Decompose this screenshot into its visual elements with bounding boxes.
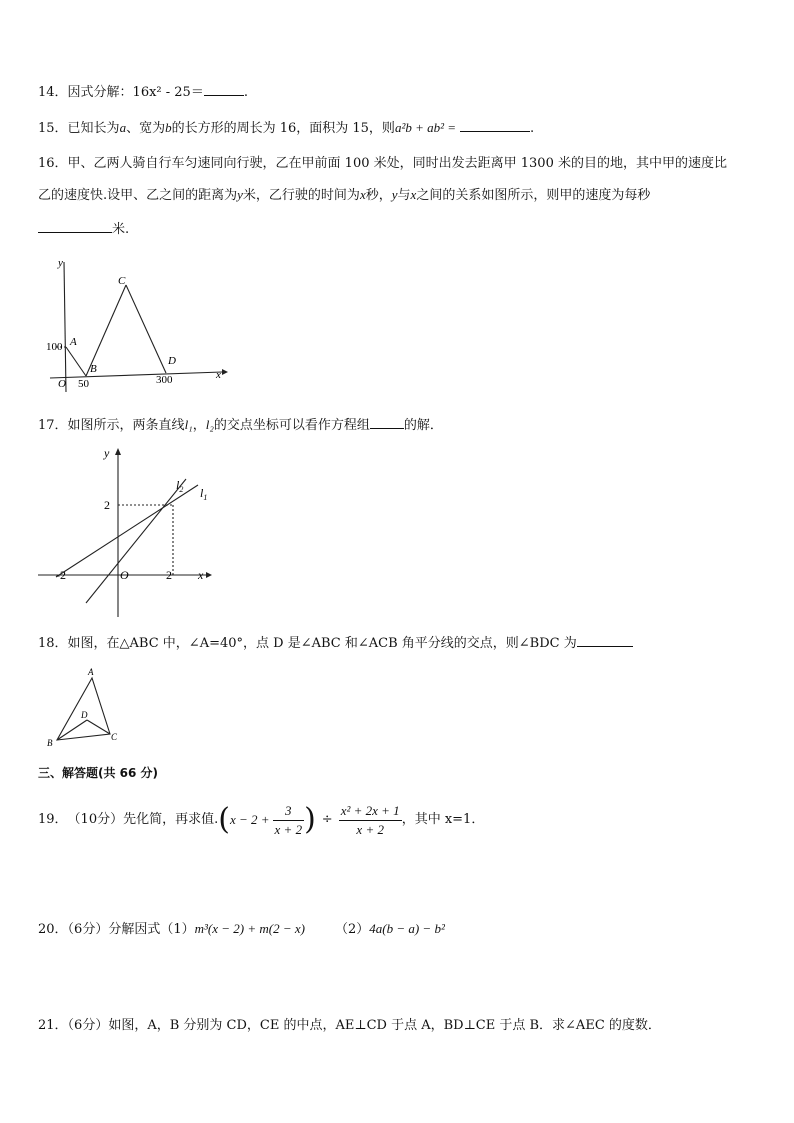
question-17 bbox=[38, 416, 443, 435]
question-text: 的交点坐标可以看作方程组 bbox=[213, 418, 370, 433]
x-axis bbox=[50, 372, 222, 378]
question-text: 、宽为 bbox=[126, 121, 166, 136]
segment-c-d bbox=[126, 285, 166, 373]
line-l2-label: l₂ bbox=[205, 417, 214, 432]
question-text: 因式分解：16x² - 25＝ bbox=[67, 85, 204, 100]
x-axis-arrow bbox=[222, 369, 228, 375]
question-number: 15． bbox=[38, 121, 68, 136]
fraction-2 bbox=[339, 802, 402, 839]
question-number: 14． bbox=[38, 85, 68, 100]
question-end: . bbox=[243, 85, 248, 100]
question-number: 19． bbox=[38, 812, 68, 827]
tick-300: 300 bbox=[156, 374, 173, 386]
line-l1-label: l₁ bbox=[184, 417, 193, 432]
question-text: 已知长为 bbox=[67, 121, 120, 136]
section-heading: 三、解答题(共 66 分) bbox=[38, 766, 159, 780]
question-21 bbox=[38, 1017, 661, 1035]
question-number: 20． bbox=[38, 922, 68, 937]
question-18 bbox=[38, 634, 633, 653]
vertex-c-label: C bbox=[111, 732, 118, 742]
answer-blank bbox=[38, 220, 112, 233]
variable-y: y bbox=[237, 187, 243, 202]
distance-time-graph bbox=[40, 252, 232, 397]
variable-b: b bbox=[165, 120, 172, 135]
question-text: 如图所示，两条直线 bbox=[67, 418, 185, 433]
question-20 bbox=[38, 920, 445, 939]
variable-x: x bbox=[410, 187, 417, 202]
x-axis-label: x bbox=[198, 568, 204, 582]
fraction-numerator: x² + 2x + 1 bbox=[339, 802, 402, 821]
vertex-b-label: B bbox=[47, 738, 53, 748]
fraction-numerator: 3 bbox=[273, 802, 305, 821]
point-d-label: D bbox=[81, 710, 88, 720]
expression-2: 4a(b − a) − b² bbox=[369, 921, 445, 936]
expression: x − 2 + bbox=[229, 812, 270, 827]
right-paren: ) bbox=[304, 802, 316, 837]
triangle-figure bbox=[40, 662, 130, 750]
question-text: 的解． bbox=[403, 418, 443, 433]
two-lines-graph bbox=[38, 445, 218, 617]
y-axis-label: y bbox=[104, 446, 110, 460]
fraction-denominator: x + 2 bbox=[274, 821, 303, 837]
question-text: 之间的关系如图所示，则甲的速度为每秒 bbox=[416, 188, 651, 203]
question-text: 的长方形的周长为 16，面积为 15，则 bbox=[171, 121, 395, 136]
tick-x-2: 2 bbox=[166, 568, 172, 582]
question-16-line-2 bbox=[38, 186, 650, 205]
question-text: （2） bbox=[334, 922, 370, 937]
tick-y-2: 2 bbox=[104, 498, 110, 512]
vertex-a-label: A bbox=[88, 667, 94, 677]
question-text: 米. bbox=[112, 222, 130, 237]
triangle-abc bbox=[57, 678, 110, 740]
question-number: 21． bbox=[38, 1018, 68, 1033]
expression: a²b + ab² = bbox=[394, 120, 457, 135]
fraction-denominator: x + 2 bbox=[356, 821, 384, 837]
question-text: 乙的速度快.设甲、乙之间的距离为 bbox=[38, 188, 238, 203]
answer-blank bbox=[204, 83, 244, 96]
line-l2-graph-label: $l_2$ bbox=[176, 478, 184, 494]
point-a-label: A bbox=[70, 336, 77, 348]
tick-100: 100 bbox=[46, 341, 63, 353]
question-end: . bbox=[530, 121, 535, 136]
question-14 bbox=[38, 83, 248, 102]
segment-a-b bbox=[66, 347, 86, 376]
question-16-line-3 bbox=[38, 220, 129, 239]
question-text: 甲、乙两人骑自行车匀速同向行驶，乙在甲前面 100 米处，同时出发去距离甲 1300 米的目的地，其中甲的速度比 bbox=[67, 156, 727, 171]
fraction-1 bbox=[273, 802, 305, 839]
question-16-line-1 bbox=[38, 155, 727, 173]
question-number: 18． bbox=[38, 636, 68, 651]
question-text: 秒， bbox=[365, 188, 392, 203]
line-l1-graph-label: $l_1$ bbox=[200, 486, 208, 502]
question-text: 与 bbox=[397, 188, 411, 203]
point-d-label: D bbox=[168, 355, 176, 367]
question-19 bbox=[38, 800, 484, 840]
left-paren: ( bbox=[218, 802, 230, 837]
tick-50: 50 bbox=[78, 378, 89, 390]
y-axis-label: y bbox=[58, 257, 63, 269]
answer-blank bbox=[370, 416, 404, 429]
origin-label: O bbox=[120, 568, 129, 582]
variable-x: x bbox=[359, 187, 366, 202]
question-text: 如图，在△ABC 中，∠A=40°，点 D 是∠ABC 和∠ACB 角平分线的交点，则∠BDC 为 bbox=[67, 636, 577, 651]
answer-blank bbox=[460, 119, 530, 132]
question-text: （10分）先化简，再求值. bbox=[67, 812, 219, 827]
question-number: 16． bbox=[38, 156, 68, 171]
variable-a: a bbox=[119, 120, 127, 135]
y-axis bbox=[64, 262, 66, 392]
question-text: （6分）分解因式（1） bbox=[67, 922, 195, 937]
origin-label: O bbox=[58, 378, 66, 390]
question-text: 米，乙行驶的时间为 bbox=[242, 188, 360, 203]
point-b-label: B bbox=[90, 363, 97, 375]
tick-x-minus-2: -2 bbox=[56, 568, 66, 582]
question-number: 17． bbox=[38, 418, 68, 433]
variable-y: y bbox=[391, 187, 398, 202]
divide-sign: ÷ bbox=[321, 812, 333, 827]
question-text: （6分）如图，A，B 分别为 CD，CE 的中点，AE⊥CD 于点 A，BD⊥CE 于点 B．求∠AEC 的度数． bbox=[67, 1018, 661, 1033]
separator: ， bbox=[192, 418, 206, 433]
expression-1: m³(x − 2) + m(2 − x) bbox=[194, 921, 305, 936]
x-axis-label: x bbox=[216, 369, 221, 381]
question-15 bbox=[38, 119, 534, 138]
point-c-label: C bbox=[118, 275, 126, 287]
answer-blank bbox=[577, 634, 633, 647]
question-text: ，其中 x=1． bbox=[401, 812, 485, 827]
